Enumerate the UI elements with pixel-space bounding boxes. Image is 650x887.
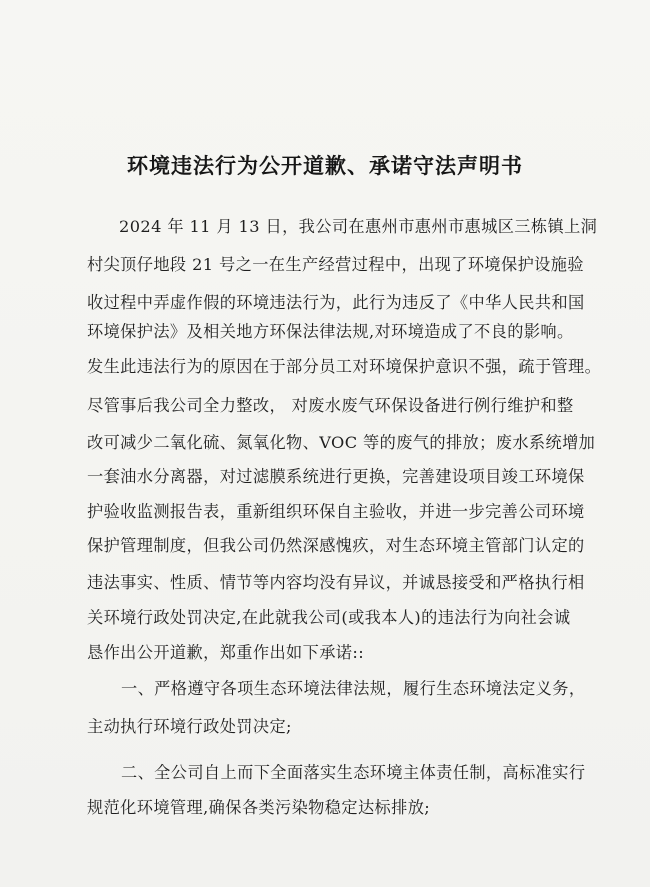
paragraph-line: 环境保护法》及相关地方环保法律法规,对环境造成了不良的影响。: [87, 322, 574, 341]
commitment-line: 主动执行环境行政处罚决定;: [87, 717, 292, 736]
paragraph-line: 一套油水分离器，对过滤膜系统进行更换，完善建设项目竣工环境保: [87, 467, 585, 486]
paragraph-line: 改可减少二氧化硫、氮氧化物、VOC 等的废气的排放；废水系统增加: [87, 433, 596, 452]
paragraph-line: 发生此违法行为的原因在于部分员工对环境保护意识不强，疏于管理。: [87, 357, 602, 376]
paragraph-line: 村尖顶仔地段 21 号之一在生产经营过程中，出现了环境保护设施验: [87, 255, 584, 274]
document-title: 环境违法行为公开道歉、承诺守法声明书: [127, 153, 523, 178]
commitment-line: 二、全公司自上而下全面落实生态环境主体责任制，高标准实行: [121, 763, 586, 782]
commitment-line: 一、严格遵守各项生态环境法律法规，履行生态环境法定义务，: [121, 679, 586, 698]
paragraph-line: 收过程中弄虚作假的环境违法行为，此行为违反了《中华人民共和国: [87, 293, 585, 312]
paragraph-line: 关环境行政处罚决定,在此就我公司(或我本人)的违法行为向社会诚: [87, 608, 571, 627]
paragraph-line: 恳作出公开道歉，郑重作出如下承诺::: [87, 643, 365, 662]
paragraph-line: 2024 年 11 月 13 日，我公司在惠州市惠州市惠城区三栋镇上洞: [119, 217, 598, 236]
paragraph-line: 护验收监测报告表，重新组织环保自主验收，并进一步完善公司环境: [87, 502, 585, 521]
commitment-line: 规范化环境管理,确保各类污染物稳定达标排放;: [87, 798, 431, 817]
paragraph-line: 保护管理制度，但我公司仍然深感愧疚，对生态环境主管部门认定的: [87, 536, 585, 555]
paragraph-line: 尽管事后我公司全力整改， 对废水废气环保设备进行例行维护和整: [87, 396, 574, 415]
paragraph-line: 违法事实、性质、情节等内容均没有异议，并诚恳接受和严格执行相: [87, 573, 585, 592]
